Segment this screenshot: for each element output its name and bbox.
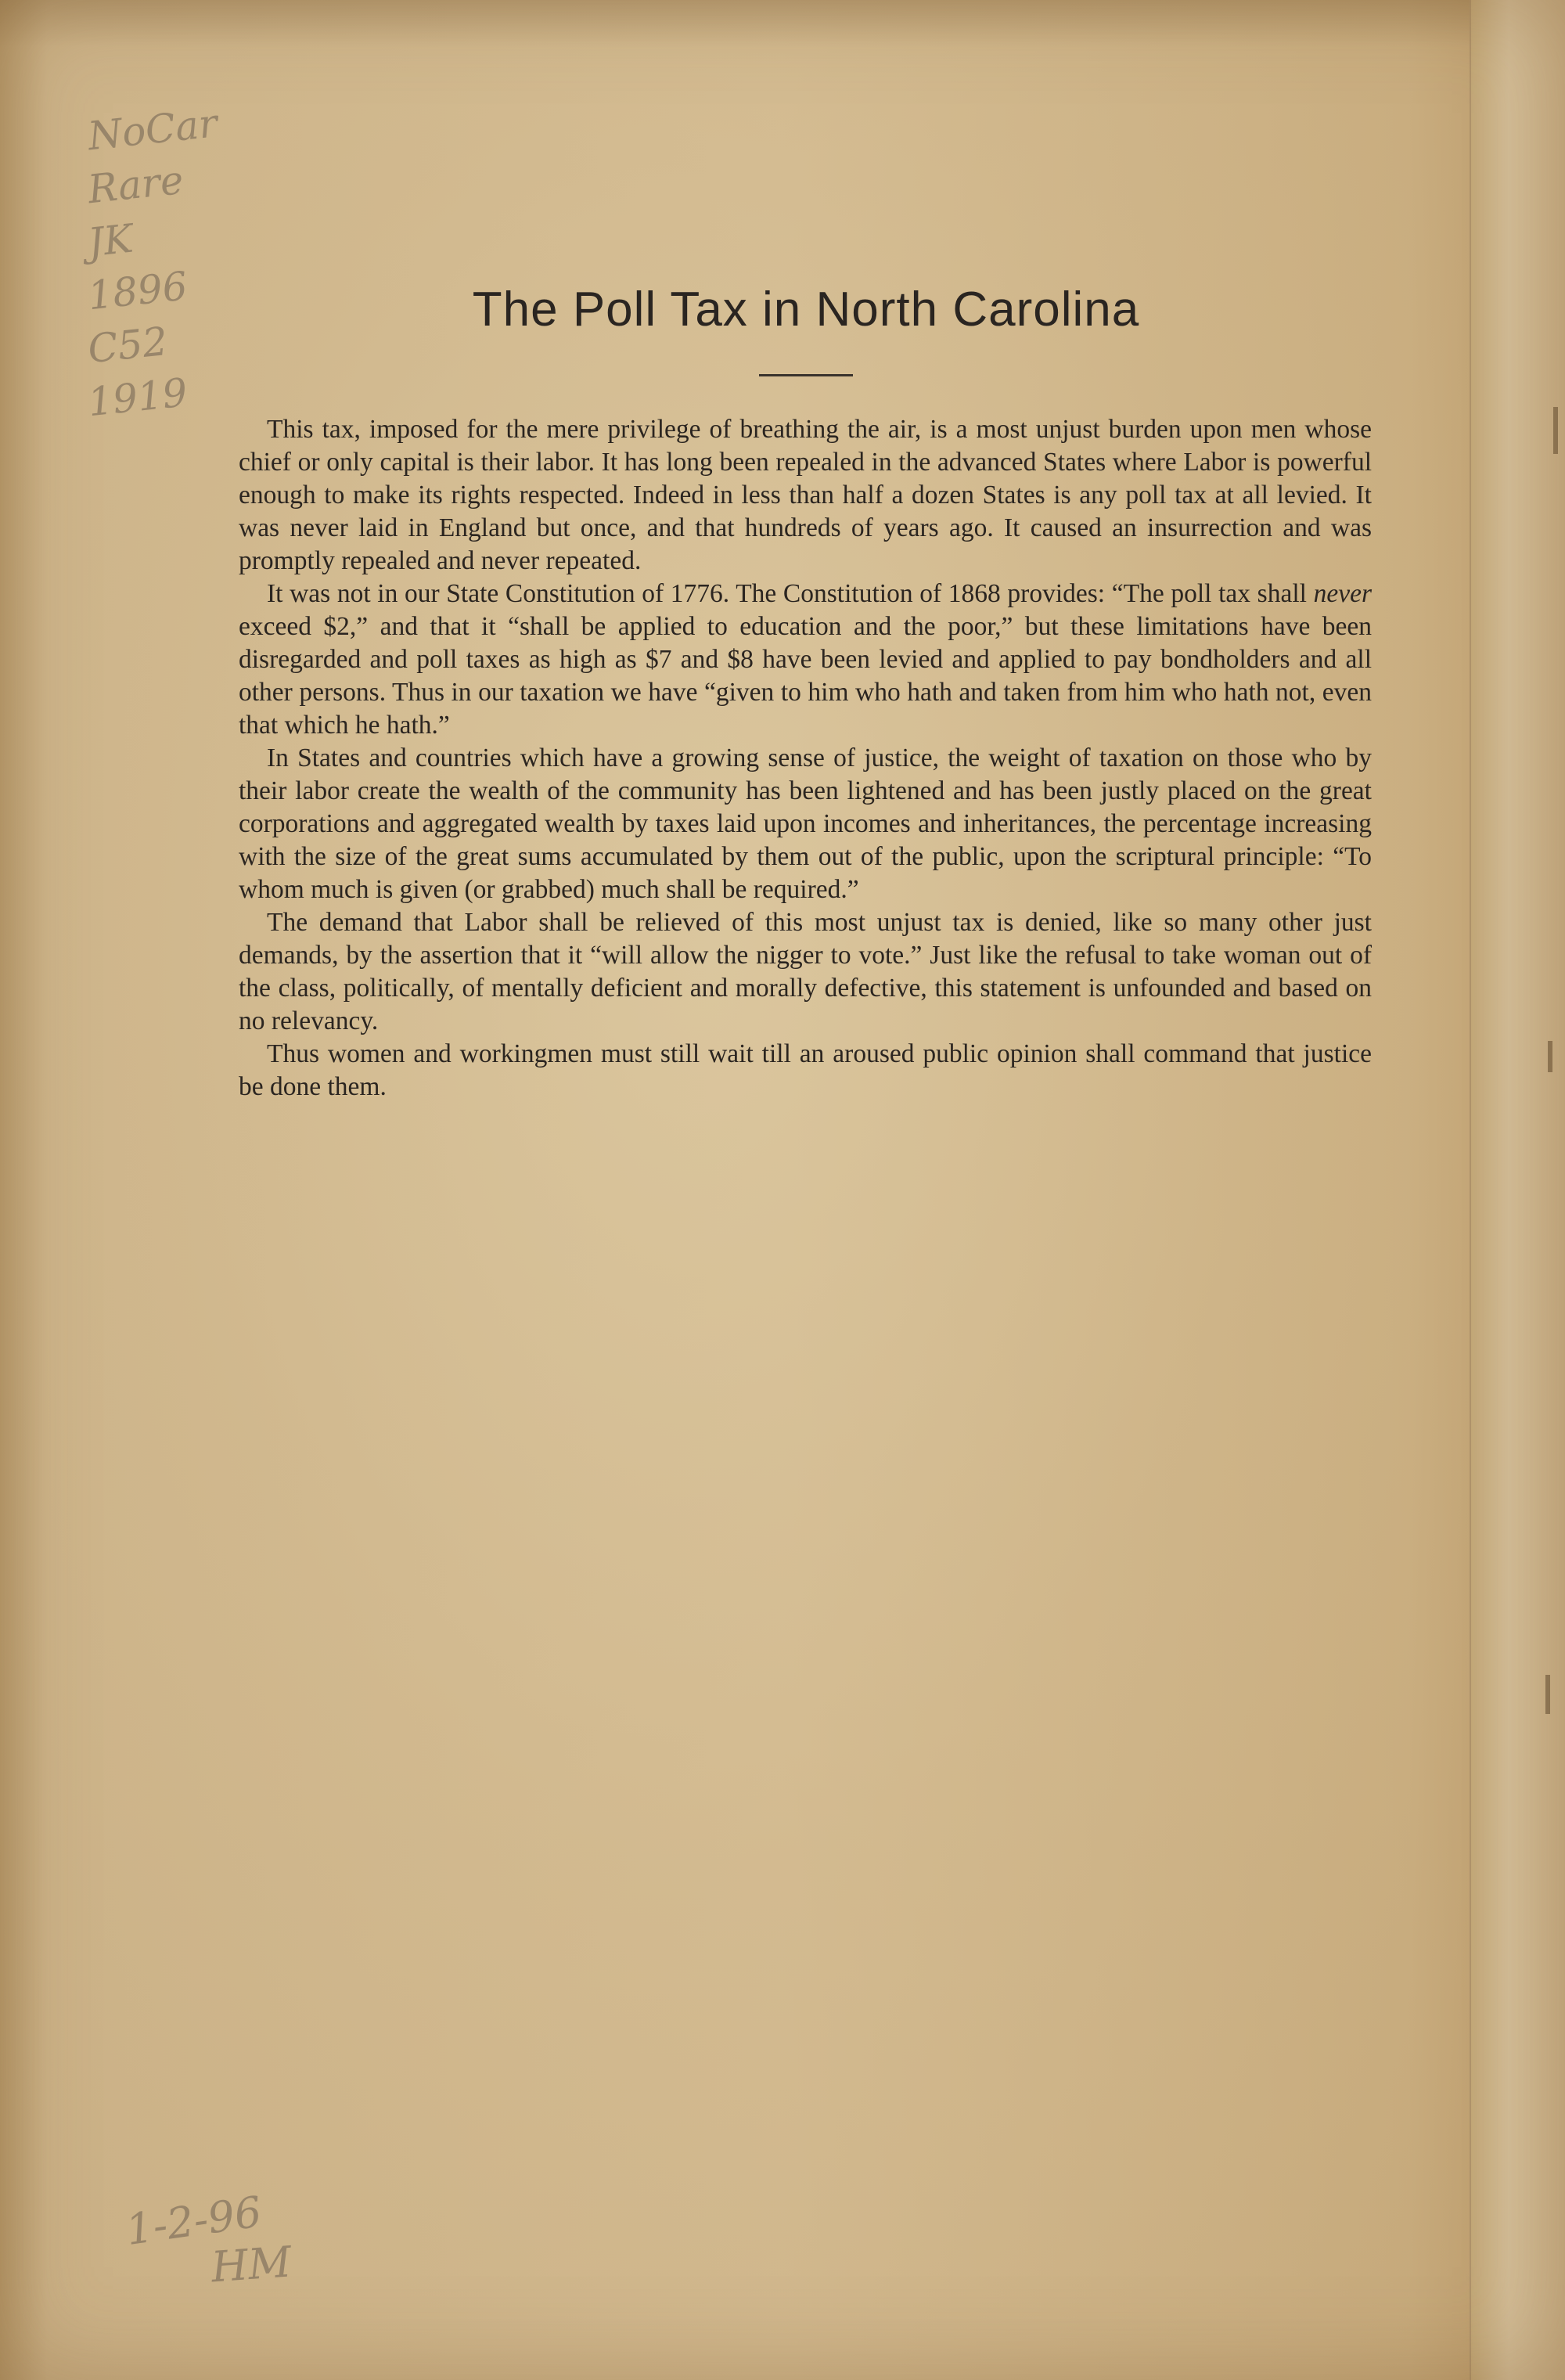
paragraph-text: This tax, imposed for the mere privilege of breathing the air, is a most unjust burden upon men whose chief or only capital is their labor. It has long been repealed in the advanced States where Labor is powerful enough to make its rights respected. Indeed in less than half a dozen States is any poll tax at all levied. It was never laid in England but once, and that hundreds of years ago. It caused an insurrection and was promptly repealed and never repeated. xyxy=(239,415,1372,575)
call-number-line: Rare xyxy=(85,157,186,213)
paragraph-text: It was not in our State Constitution of 1776. The Constitution of 1868 provides: “The poll tax shall xyxy=(267,579,1314,608)
paragraph-text: The demand that Labor shall be relieved of this most unjust tax is denied, like so many other just demands, by the assertion that it “will allow the nigger to vote.” Just like the refusal to take woman out of the class, politically, of mentally deficient and morally defective, this statement is unfounded and based on no relevancy. xyxy=(239,908,1372,1035)
call-number-line: 1919 xyxy=(85,369,190,426)
paragraph xyxy=(239,742,1372,906)
paragraph xyxy=(239,413,1372,578)
handwritten-call-number xyxy=(85,100,244,426)
accession-initials: HM xyxy=(209,2237,293,2292)
paragraph xyxy=(239,906,1372,1038)
binding-mark xyxy=(1548,1041,1552,1072)
top-edge-shadow xyxy=(0,0,1565,47)
handwritten-accession-note xyxy=(125,2187,376,2291)
call-number-line: NoCar xyxy=(85,100,220,160)
emphasis-text: never xyxy=(1313,579,1372,608)
binding-mark xyxy=(1545,1675,1550,1714)
call-number-line: 1896 xyxy=(85,263,190,319)
paragraph xyxy=(239,578,1372,742)
title-divider xyxy=(759,374,853,376)
accession-date: 1-2-96 xyxy=(123,2187,265,2255)
binding-mark xyxy=(1553,407,1558,454)
article-body xyxy=(239,413,1372,1104)
binding-strip xyxy=(1470,0,1565,2380)
page-title: The Poll Tax in North Carolina xyxy=(472,283,1140,337)
paragraph xyxy=(239,1038,1372,1104)
paragraph-text: exceed $2,” and that it “shall be applied to education and the poor,” but these limitations have been disregarded and poll taxes as high as $7 and $8 have been levied and applied to pay bondholders and all other persons. Thus in our taxation we have “given to him who hath and taken from him who hath not, even that which he hath.” xyxy=(239,612,1372,740)
paragraph-text: Thus women and workingmen must still wait till an aroused public opinion shall command that justice be done them. xyxy=(239,1039,1372,1101)
call-number-line: JK xyxy=(85,215,135,266)
paragraph-text: In States and countries which have a growing sense of justice, the weight of taxation on those who by their labor create the wealth of the community has been lightened and has been justly placed on the great corporations and aggregated wealth by taxes laid upon incomes and inheritances, the percentage increasing with the size of the great sums accumulated by them out of the public, upon the scriptural principle: “To whom much is given (or grabbed) much shall be required.” xyxy=(239,744,1372,904)
call-number-line: C52 xyxy=(85,318,170,373)
